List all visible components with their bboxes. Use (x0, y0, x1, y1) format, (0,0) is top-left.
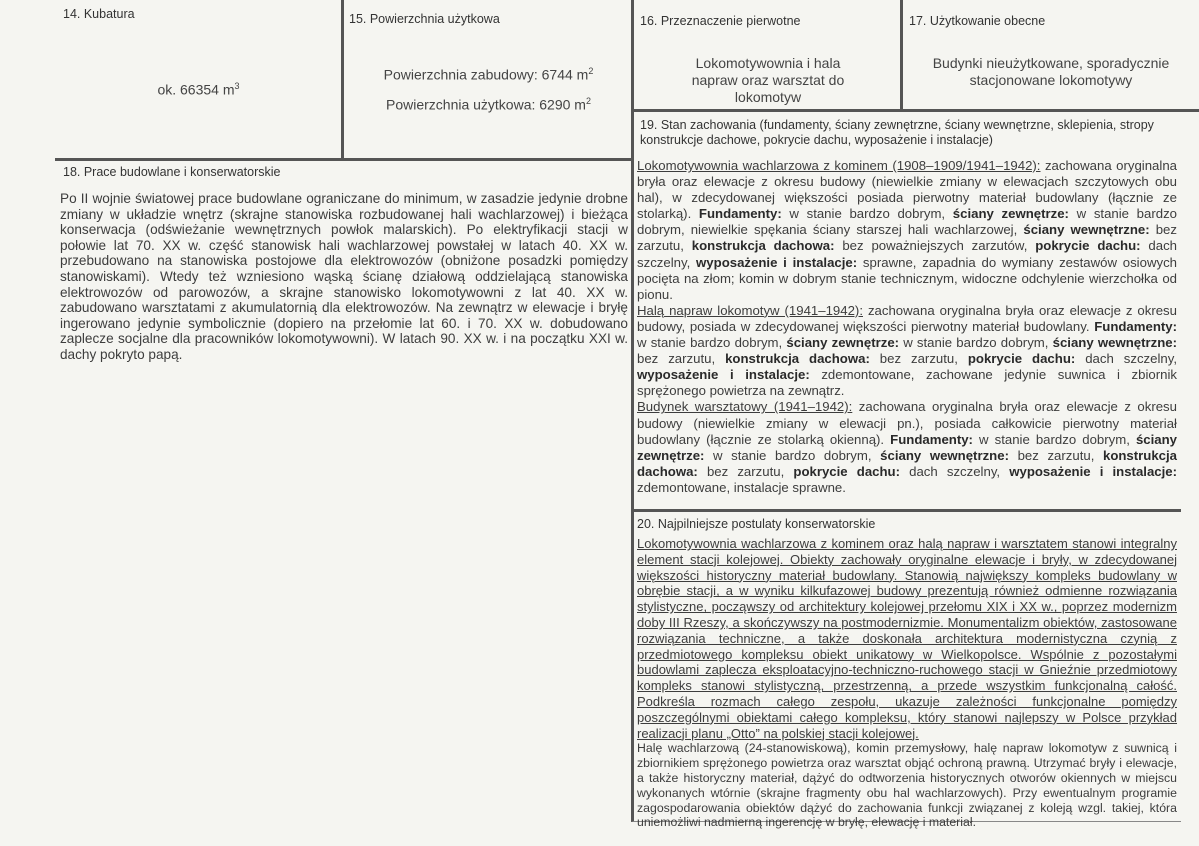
field-16-przeznaczenie (631, 0, 902, 112)
powierzchnia-uzytkowa-text: Powierzchnia użytkowa: 6290 m (385, 96, 586, 113)
element-term: ściany zewnętrze: (952, 206, 1069, 222)
condition-paragraph (637, 303, 1177, 400)
field-17-uzytkowanie (900, 0, 1199, 112)
field-20-text: Halę wachlarzową (24-stanowiskową), komin przemysłowy, halę napraw lokomotyw z suwnicą i zbiornikiem sprężonego powietrza oraz warsztat objąć ochroną prawną. Utrzymać bryły i elewacje, a także historyczny materiał, dążyć do odtworzenia historycznych otworów okiennych w miejscu wykonanych wtórnie (skrajne fragmenty obu hal wachlarzowych). Przy ewentualnym programie zagospodarowania obiektów dążyć do zachowania funkcji związanej z koleją wzgl. takiej, która uniemożliwi nadmierną ingerencję w bryłę, elewację i materiał. (637, 741, 1177, 830)
condition-text: bez zarzutu, (637, 351, 726, 367)
element-term: ściany wewnętrzne: (880, 447, 1009, 463)
field-20-postulaty (631, 512, 1181, 830)
element-term: konstrukcja dachowa: (637, 447, 1178, 479)
element-term: konstrukcja dachowa: (691, 238, 835, 254)
element-term: wyposażenie i instalacje: (696, 254, 858, 270)
condition-text: zdemontowane, instalacje sprawne. (637, 479, 846, 495)
unit-sup: 2 (585, 96, 591, 106)
element-term: pokrycie dachu: (1035, 238, 1141, 254)
element-term: wyposażenie i instalacje: (637, 367, 810, 383)
element-term: pokrycie dachu: (967, 351, 1076, 367)
element-term: pokrycie dachu: (793, 463, 900, 479)
condition-text: w stanie bardzo dobrym, (637, 335, 787, 351)
building-heading: Budynek warsztatowy (1941–1942): (637, 399, 853, 415)
condition-text: zachowana oryginalna bryła oraz elewacje z okresu budowy (niewielkie zmiany w elewacjach szczytowych obu hal), w zdecydowanej większości posiada pierwotny materiał budowlany (łącznie ze stolarką). (637, 158, 1177, 222)
element-term: konstrukcja dachowa: (725, 351, 870, 367)
condition-text: bez poważniejszych zarzutów, (834, 238, 1036, 254)
field-19-body (637, 158, 1177, 496)
powierzchnia-uzytkowa (344, 93, 633, 114)
element-term: Fundamenty: (890, 431, 973, 447)
condition-text: w stanie bardzo dobrym, (704, 447, 881, 463)
condition-text: sprawne, zapadnia do wymiany zestawów osiowych pocięta na złom; komin w dobrym stanie technicznym, widoczne odchylenie wierzchołka od pionu. (637, 254, 1177, 302)
field-20-label: 20. Najpilniejsze postulaty konserwatorskie (637, 517, 876, 531)
condition-text: bez zarzutu, (869, 351, 968, 367)
element-term: Fundamenty: (698, 206, 782, 222)
condition-text: zachowana oryginalna bryła oraz elewacje z okresu budowy (niewielkie zmiany w elewacji pn.), posiada całkowicie pierwotny materiał budowlany (łącznie ze stolarką okienną). (637, 399, 1177, 447)
condition-text: w stanie bardzo dobrym, (899, 335, 1053, 351)
condition-text: dach szczelny, (637, 238, 1177, 270)
element-term: Fundamenty: (1094, 318, 1177, 334)
field-19-stan-zachowania (631, 112, 1181, 512)
field-14-label: 14. Kubatura (63, 7, 135, 21)
condition-text: zdemontowane, zachowane jedynie suwnica i zbiornik sprężonego powietrza na zewnątrz. (637, 367, 1177, 399)
powierzchnia-zabudowy-text: Powierzchnia zabudowy: 6744 m (383, 66, 589, 83)
field-14-kubatura (55, 0, 342, 160)
field-14-value (55, 78, 342, 99)
condition-paragraph (637, 399, 1177, 496)
element-term: wyposażenie i instalacje: (1009, 463, 1178, 479)
condition-text: w stanie bardzo dobrym, (972, 431, 1136, 447)
condition-text: bez zarzutu, (697, 463, 794, 479)
element-term: ściany zewnętrze: (786, 335, 900, 351)
building-heading: Halą napraw lokomotyw (1941–1942): (637, 302, 863, 318)
condition-paragraph (637, 158, 1177, 303)
field-17-value: Budynki nieużytkowane, sporadycznie stacjonowane lokomotywy (932, 55, 1170, 88)
condition-text: bez zarzutu, (637, 222, 1177, 254)
field-19-label: 19. Stan zachowania (fundamenty, ściany zewnętrzne, ściany wewnętrzne, sklepienia, stropy konstrukcje dachowe, pokrycie dachu, wyposażenie i instalacje) (640, 118, 1154, 147)
unit-sup: 3 (234, 81, 240, 91)
condition-text: w stanie bardzo dobrym, (781, 206, 953, 222)
field-20-underlined-text: Lokomotywownia wachlarzowa z kominem oraz halą napraw i warsztatem stanowi integralny element stacji kolejowej. Obiekty zachowały oryginalne elewacje i bryły, w zdecydowanej większości historyczny materiał budowlany. Stanowią największy kompleks budowlany w obrębie stacji, a w wyniku kilkufazowej budowy prezentują również odmienne rozwiązania stylistyczne, począwszy od architektury kolejowej przełomu XIX i XX w., poprzez modernizm doby III Rzeszy, a skończywszy na postmodernizmie. Monumentalizm obiektów, zastosowane rozwiązania techniczne, a także doskonała architektura modernistyczna czynią z przedmiotowego kompleksu obiekt unikatowy w Wielkopolsce. Wspólnie z pozostałymi budowlami zaplecza eksploatacyjno-techniczno-ruchowego stacji w Gnieźnie przedmiotowy kompleks stanowi stylistyczną, przestrzenną, a przede wszystkim funkcjonalną całość. Podkreśla rozmach całego zespołu, ukazuje zależności funkcjonalne pomiędzy poszczególnymi obiektami całego kompleksu, który stanowi najlepszy w Polsce przykład realizacji planu „Otto” na polskiej stacji kolejowej. (637, 536, 1177, 741)
field-15-label: 15. Powierzchnia użytkowa (349, 12, 500, 26)
field-15-powierzchnia (341, 0, 633, 160)
element-term: ściany wewnętrzne: (1023, 222, 1150, 238)
field-18-prace (55, 158, 633, 846)
field-18-text: Po II wojnie światowej prace budowlane ograniczane do minimum, w zasadzie jedynie drobne zmiany w układzie wnętrz (skrajne stanowiska rozbudowanej hali wachlarzowej) i bieżąca konserwacja (odświeżanie wewnętrznych powłok malarskich). Po elektryfikacji stacji w połowie lat 70. XX w. część stanowisk hali wachlarzowej powstałej w latach 40. XX w. przebudowano na stanowiska postojowe dla elektrowozów (obniżone posadzki pomiędzy stanowiskami). Wtedy też wzniesiono wąską ścianę działową oddzielającą stanowiska elektrowozów od parowozów, a skrajne stanowisko lokomotywowni z lat 40. XX w. zabudowano warsztatami z akumulatornią dla elektrowozów. Na zewnątrz w elewacje i bryłę ingerowano jedynie symbolicznie (dopiero na przełomie lat 60. i 70. XX w. dobudowano zaplecze socjalne dla pracowników lokomotywowni). W latach 90. XX w. i na początku XXI w. dachy pokryto papą. (60, 191, 628, 362)
condition-text: zachowana oryginalna bryła oraz elewacje z okresu budowy, posiada w zdecydowanej większości pierwotny materiał budowlany. (637, 302, 1177, 334)
field-16-value: Lokomotywownia i hala napraw oraz warsztat do lokomotyw (691, 55, 845, 105)
field-16-label: 16. Przeznaczenie pierwotne (640, 14, 801, 28)
element-term: ściany zewnętrze: (637, 431, 1177, 463)
condition-text: w stanie bardzo dobrym, niewielkie spękania ściany starszej hali wachlarzowej, (637, 206, 1178, 238)
powierzchnia-zabudowy (344, 63, 633, 84)
field-18-label: 18. Prace budowlane i konserwatorskie (63, 165, 281, 179)
condition-text: dach szczelny, (1075, 351, 1178, 367)
condition-text: bez zarzutu, (1008, 447, 1103, 463)
condition-text: dach szczelny, (900, 463, 1010, 479)
element-term: ściany wewnętrzne: (1052, 335, 1177, 351)
kubatura-value: ok. 66354 m (157, 81, 235, 98)
unit-sup: 2 (588, 66, 594, 76)
building-heading: Lokomotywownia wachlarzowa z kominem (1908–1909/1941–1942): (637, 158, 1041, 173)
field-17-label: 17. Użytkowanie obecne (909, 14, 1046, 28)
field-20-body (637, 536, 1177, 830)
